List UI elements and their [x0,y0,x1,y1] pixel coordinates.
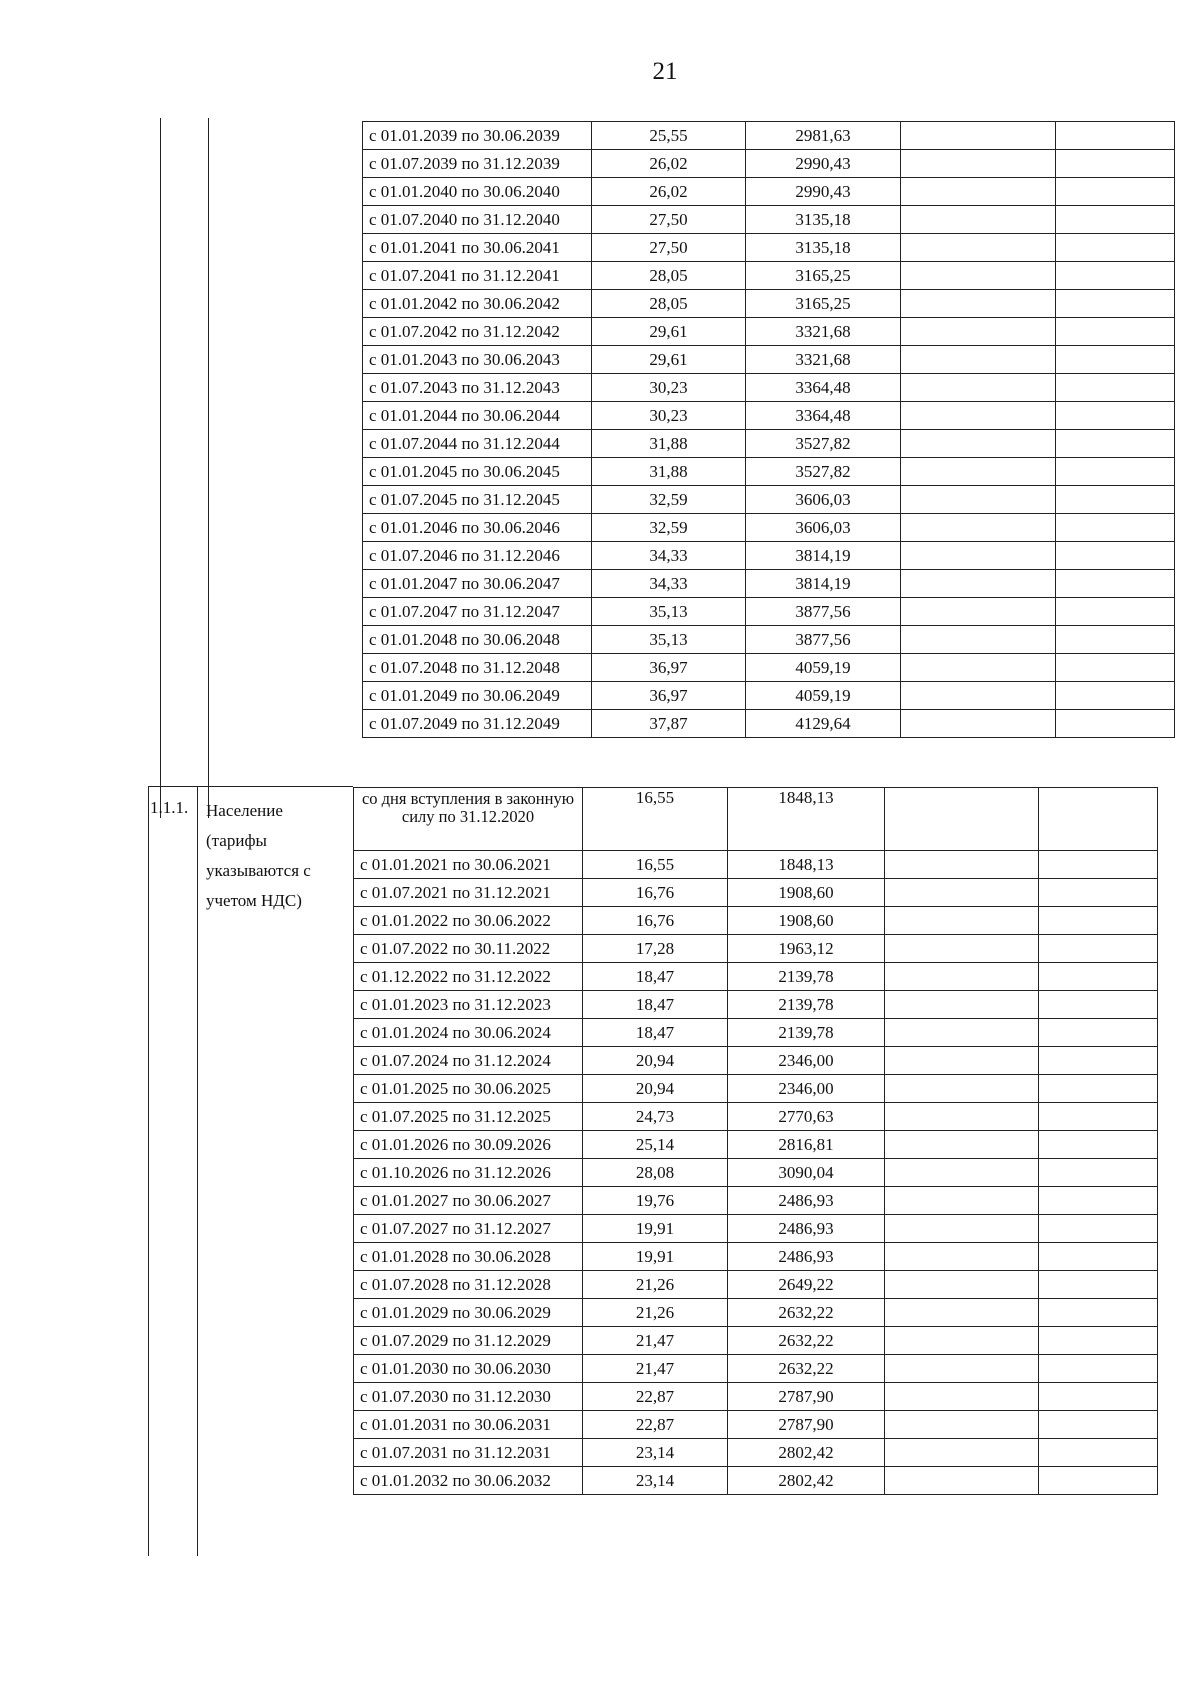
period-cell: с 01.01.2025 по 30.06.2025 [354,1075,583,1103]
empty-cell [901,626,1056,654]
value1-cell: 34,33 [592,570,746,598]
table-row [363,262,1175,290]
period-cell: с 01.07.2031 по 31.12.2031 [354,1439,583,1467]
empty-cell [885,1467,1039,1495]
value2-cell: 2770,63 [728,1103,885,1131]
period-cell: с 01.01.2042 по 30.06.2042 [363,290,592,318]
empty-cell [1056,318,1175,346]
period-cell: с 01.07.2039 по 31.12.2039 [363,150,592,178]
period-cell: с 01.01.2043 по 30.06.2043 [363,346,592,374]
empty-cell [1039,1411,1158,1439]
period-cell: с 01.01.2032 по 30.06.2032 [354,1467,583,1495]
period-cell: с 01.07.2045 по 31.12.2045 [363,486,592,514]
tariff-table-top [362,121,1175,738]
table-row [363,710,1175,738]
period-cell: с 01.07.2022 по 30.11.2022 [354,935,583,963]
empty-cell [885,963,1039,991]
empty-cell [885,879,1039,907]
value2-cell: 2816,81 [728,1131,885,1159]
value1-cell: 24,73 [583,1103,728,1131]
value1-cell: 34,33 [592,542,746,570]
left-inner-line [208,118,209,818]
value2-cell: 2802,42 [728,1467,885,1495]
period-cell: с 01.01.2021 по 30.06.2021 [354,851,583,879]
table-row [354,963,1158,991]
empty-cell [901,318,1056,346]
value1-cell: 21,47 [583,1355,728,1383]
period-cell: с 01.07.2043 по 31.12.2043 [363,374,592,402]
period-cell: с 01.07.2046 по 31.12.2046 [363,542,592,570]
value2-cell: 2139,78 [728,963,885,991]
value1-cell: 23,14 [583,1439,728,1467]
empty-cell [1039,1019,1158,1047]
period-cell: с 01.07.2040 по 31.12.2040 [363,206,592,234]
table-row [354,1467,1158,1495]
section-divider [148,786,353,787]
value2-cell: 3606,03 [746,514,901,542]
table-row [363,458,1175,486]
empty-cell [901,178,1056,206]
table-row [363,486,1175,514]
table-row [363,150,1175,178]
value2-cell: 3321,68 [746,346,901,374]
value2-cell: 2787,90 [728,1411,885,1439]
period-cell: с 01.07.2042 по 31.12.2042 [363,318,592,346]
value2-cell: 4129,64 [746,710,901,738]
section-label: Население (тарифы указываются с учетом НДС) [206,801,311,910]
value1-cell: 19,91 [583,1243,728,1271]
empty-cell [1039,1439,1158,1467]
value1-cell: 28,08 [583,1159,728,1187]
value2-cell: 3814,19 [746,542,901,570]
value1-cell: 32,59 [592,514,746,542]
tariff-rows-top [363,122,1175,738]
empty-cell [885,1271,1039,1299]
period-cell: с 01.01.2029 по 30.06.2029 [354,1299,583,1327]
table-row [354,1187,1158,1215]
empty-cell [901,430,1056,458]
period-cell: с 01.07.2028 по 31.12.2028 [354,1271,583,1299]
value2-cell: 2632,22 [728,1299,885,1327]
empty-cell [901,458,1056,486]
value2-cell: 2486,93 [728,1187,885,1215]
empty-cell [901,682,1056,710]
value1-cell: 18,47 [583,963,728,991]
empty-cell [1056,374,1175,402]
value2-cell: 1848,13 [728,788,885,851]
value1-cell: 27,50 [592,206,746,234]
value1-cell: 32,59 [592,486,746,514]
value1-cell: 30,23 [592,402,746,430]
table-row [354,1439,1158,1467]
period-cell: с 01.07.2044 по 31.12.2044 [363,430,592,458]
table-row [363,122,1175,150]
period-cell: с 01.01.2031 по 30.06.2031 [354,1411,583,1439]
value2-cell: 3165,25 [746,262,901,290]
value2-cell: 3165,25 [746,290,901,318]
tariff-table-bottom [353,787,1158,1495]
empty-cell [901,402,1056,430]
empty-cell [1039,1299,1158,1327]
period-cell: с 01.01.2048 по 30.06.2048 [363,626,592,654]
value1-cell: 27,50 [592,234,746,262]
value2-cell: 2346,00 [728,1075,885,1103]
value2-cell: 3814,19 [746,570,901,598]
empty-cell [1056,262,1175,290]
value1-cell: 29,61 [592,346,746,374]
value2-cell: 3527,82 [746,430,901,458]
value1-cell: 31,88 [592,430,746,458]
empty-cell [1056,290,1175,318]
empty-cell [885,1383,1039,1411]
empty-cell [1056,710,1175,738]
value2-cell: 2139,78 [728,991,885,1019]
value2-cell: 3090,04 [728,1159,885,1187]
table-row [354,907,1158,935]
period-cell: с 01.01.2040 по 30.06.2040 [363,178,592,206]
table-row [363,682,1175,710]
empty-cell [1039,963,1158,991]
empty-cell [1039,1075,1158,1103]
period-cell: с 01.07.2030 по 31.12.2030 [354,1383,583,1411]
empty-cell [1039,788,1158,851]
value2-cell: 1963,12 [728,935,885,963]
empty-cell [1056,626,1175,654]
empty-cell [885,1411,1039,1439]
value2-cell: 3606,03 [746,486,901,514]
table-row [354,1159,1158,1187]
empty-cell [1039,935,1158,963]
period-cell: с 01.01.2039 по 30.06.2039 [363,122,592,150]
period-cell: с 01.07.2049 по 31.12.2049 [363,710,592,738]
value2-cell: 2802,42 [728,1439,885,1467]
table-row [354,1131,1158,1159]
empty-cell [1039,1271,1158,1299]
empty-cell [1056,430,1175,458]
table-row [354,1299,1158,1327]
table-row [363,290,1175,318]
value1-cell: 21,26 [583,1271,728,1299]
table-row [354,879,1158,907]
value1-cell: 25,14 [583,1131,728,1159]
empty-cell [1056,570,1175,598]
table-row [363,206,1175,234]
value2-cell: 2981,63 [746,122,901,150]
empty-cell [1056,598,1175,626]
value1-cell: 18,47 [583,991,728,1019]
value1-cell: 16,55 [583,851,728,879]
period-cell: с 01.01.2022 по 30.06.2022 [354,907,583,935]
empty-cell [885,1187,1039,1215]
empty-cell [885,907,1039,935]
value1-cell: 16,76 [583,907,728,935]
empty-cell [901,234,1056,262]
table-row [363,346,1175,374]
empty-cell [1056,542,1175,570]
value2-cell: 2990,43 [746,178,901,206]
value2-cell: 2486,93 [728,1243,885,1271]
table-row [363,514,1175,542]
value1-cell: 29,61 [592,318,746,346]
empty-cell [1039,991,1158,1019]
value1-cell: 21,47 [583,1327,728,1355]
empty-cell [1039,851,1158,879]
value1-cell: 28,05 [592,262,746,290]
empty-cell [1039,1215,1158,1243]
empty-cell [885,1327,1039,1355]
empty-cell [901,346,1056,374]
table-row [354,1411,1158,1439]
period-cell: с 01.07.2024 по 31.12.2024 [354,1047,583,1075]
empty-cell [1056,206,1175,234]
value1-cell: 18,47 [583,1019,728,1047]
table-row [363,570,1175,598]
value1-cell: 19,76 [583,1187,728,1215]
value1-cell: 16,76 [583,879,728,907]
period-cell: с 01.07.2041 по 31.12.2041 [363,262,592,290]
section-number: 1.1.1. [150,798,189,817]
value1-cell: 20,94 [583,1075,728,1103]
empty-cell [1039,879,1158,907]
empty-cell [901,542,1056,570]
table-row [363,654,1175,682]
value1-cell: 25,55 [592,122,746,150]
empty-cell [901,710,1056,738]
empty-cell [885,991,1039,1019]
value1-cell: 30,23 [592,374,746,402]
empty-cell [1039,1187,1158,1215]
table-row [363,402,1175,430]
empty-cell [1039,1159,1158,1187]
value2-cell: 1848,13 [728,851,885,879]
value2-cell: 2139,78 [728,1019,885,1047]
empty-cell [1039,1103,1158,1131]
period-cell: с 01.07.2048 по 31.12.2048 [363,654,592,682]
empty-cell [901,206,1056,234]
value1-cell: 31,88 [592,458,746,486]
value1-cell: 17,28 [583,935,728,963]
table-row [363,234,1175,262]
value1-cell: 16,55 [583,788,728,851]
value2-cell: 3364,48 [746,402,901,430]
empty-cell [1056,346,1175,374]
table-row [363,430,1175,458]
table-row [354,788,1158,851]
left-border-line [160,118,161,818]
value2-cell: 3321,68 [746,318,901,346]
table-row [354,1383,1158,1411]
value2-cell: 3527,82 [746,458,901,486]
table-row [363,178,1175,206]
tariff-rows-bottom [354,788,1158,1495]
empty-cell [1039,1383,1158,1411]
value1-cell: 21,26 [583,1299,728,1327]
value2-cell: 1908,60 [728,907,885,935]
empty-cell [1056,150,1175,178]
period-cell: с 01.01.2041 по 30.06.2041 [363,234,592,262]
period-cell: с 01.12.2022 по 31.12.2022 [354,963,583,991]
period-cell: с 01.07.2021 по 31.12.2021 [354,879,583,907]
table-row [363,626,1175,654]
period-cell: с 01.07.2025 по 31.12.2025 [354,1103,583,1131]
empty-cell [1056,402,1175,430]
empty-cell [1056,514,1175,542]
period-cell: с 01.01.2030 по 30.06.2030 [354,1355,583,1383]
empty-cell [885,1019,1039,1047]
table-row [354,1355,1158,1383]
empty-cell [901,150,1056,178]
table-row [354,1047,1158,1075]
value2-cell: 2990,43 [746,150,901,178]
empty-cell [1039,1047,1158,1075]
value1-cell: 22,87 [583,1411,728,1439]
empty-cell [901,654,1056,682]
page-number: 21 [652,58,678,85]
table-row [363,542,1175,570]
period-cell: с 01.01.2023 по 31.12.2023 [354,991,583,1019]
empty-cell [885,1243,1039,1271]
period-cell: с 01.01.2049 по 30.06.2049 [363,682,592,710]
table-row [354,1215,1158,1243]
empty-cell [885,935,1039,963]
value1-cell: 36,97 [592,682,746,710]
value2-cell: 4059,19 [746,654,901,682]
value1-cell: 36,97 [592,654,746,682]
empty-cell [901,262,1056,290]
period-cell: с 01.01.2028 по 30.06.2028 [354,1243,583,1271]
table-row [354,1271,1158,1299]
empty-cell [1056,234,1175,262]
empty-cell [885,1299,1039,1327]
period-cell: с 01.01.2026 по 30.09.2026 [354,1131,583,1159]
empty-cell [1039,1327,1158,1355]
empty-cell [901,374,1056,402]
table-row [354,1103,1158,1131]
table-row [354,1327,1158,1355]
empty-cell [1039,1243,1158,1271]
value1-cell: 19,91 [583,1215,728,1243]
empty-cell [901,486,1056,514]
empty-cell [901,570,1056,598]
empty-cell [885,1439,1039,1467]
value2-cell: 3135,18 [746,206,901,234]
period-cell: с 01.01.2046 по 30.06.2046 [363,514,592,542]
empty-cell [1039,1355,1158,1383]
table-row [363,374,1175,402]
empty-cell [885,1131,1039,1159]
value2-cell: 2346,00 [728,1047,885,1075]
period-cell: с 01.07.2027 по 31.12.2027 [354,1215,583,1243]
value2-cell: 2486,93 [728,1215,885,1243]
empty-cell [1056,458,1175,486]
left-inner-line-lower [197,786,198,1556]
value1-cell: 26,02 [592,150,746,178]
period-cell: с 01.01.2045 по 30.06.2045 [363,458,592,486]
value1-cell: 28,05 [592,290,746,318]
table-row [354,991,1158,1019]
value1-cell: 20,94 [583,1047,728,1075]
empty-cell [1056,122,1175,150]
period-cell: со дня вступления в законную силу по 31.12.2020 [354,788,583,851]
value1-cell: 35,13 [592,598,746,626]
empty-cell [885,788,1039,851]
table-row [354,1243,1158,1271]
empty-cell [901,290,1056,318]
left-border-line-lower [148,786,149,1556]
value2-cell: 2632,22 [728,1355,885,1383]
empty-cell [885,1215,1039,1243]
period-cell: с 01.01.2024 по 30.06.2024 [354,1019,583,1047]
empty-cell [901,122,1056,150]
table-row [354,851,1158,879]
value2-cell: 3877,56 [746,598,901,626]
period-cell: с 01.10.2026 по 31.12.2026 [354,1159,583,1187]
value1-cell: 22,87 [583,1383,728,1411]
value2-cell: 2649,22 [728,1271,885,1299]
value2-cell: 4059,19 [746,682,901,710]
value2-cell: 2632,22 [728,1327,885,1355]
empty-cell [1056,654,1175,682]
value2-cell: 3364,48 [746,374,901,402]
empty-cell [885,1047,1039,1075]
table-row [363,318,1175,346]
empty-cell [885,851,1039,879]
value1-cell: 35,13 [592,626,746,654]
value1-cell: 23,14 [583,1467,728,1495]
value1-cell: 26,02 [592,178,746,206]
empty-cell [901,514,1056,542]
table-row [363,598,1175,626]
empty-cell [1039,1131,1158,1159]
table-row [354,1075,1158,1103]
empty-cell [1039,907,1158,935]
empty-cell [1056,486,1175,514]
empty-cell [1056,178,1175,206]
table-row [354,1019,1158,1047]
empty-cell [1056,682,1175,710]
empty-cell [885,1075,1039,1103]
period-cell: с 01.01.2047 по 30.06.2047 [363,570,592,598]
empty-cell [885,1355,1039,1383]
empty-cell [885,1159,1039,1187]
value1-cell: 37,87 [592,710,746,738]
period-cell: с 01.07.2029 по 31.12.2029 [354,1327,583,1355]
period-cell: с 01.01.2044 по 30.06.2044 [363,402,592,430]
table-row [354,935,1158,963]
empty-cell [1039,1467,1158,1495]
value2-cell: 3877,56 [746,626,901,654]
empty-cell [901,598,1056,626]
empty-cell [885,1103,1039,1131]
value2-cell: 2787,90 [728,1383,885,1411]
value2-cell: 1908,60 [728,879,885,907]
period-cell: с 01.07.2047 по 31.12.2047 [363,598,592,626]
period-cell: с 01.01.2027 по 30.06.2027 [354,1187,583,1215]
value2-cell: 3135,18 [746,234,901,262]
